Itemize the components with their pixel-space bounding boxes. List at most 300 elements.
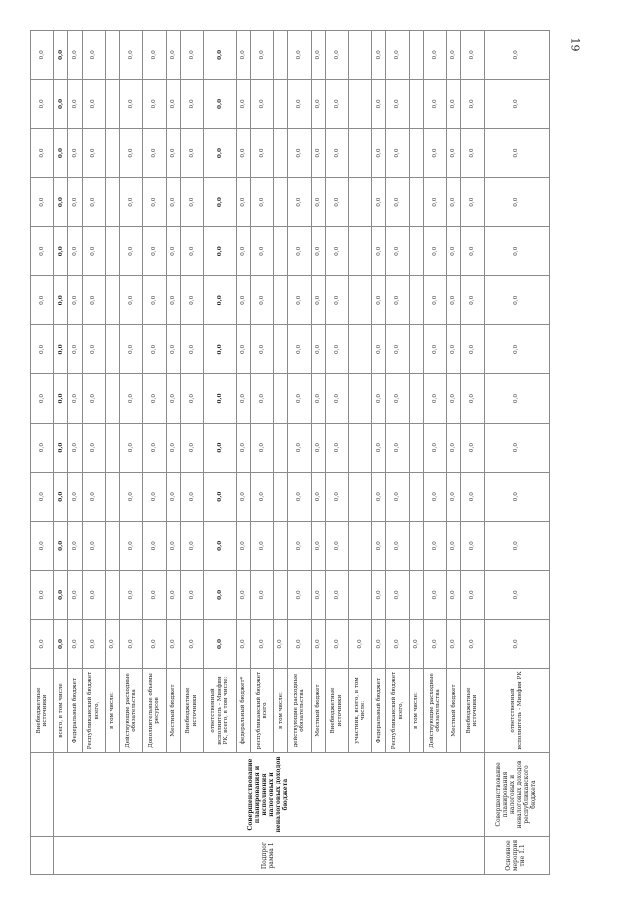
value-cell: 0,0 <box>461 79 484 128</box>
value-cell <box>105 178 119 227</box>
value-cell: 0,0 <box>484 325 549 374</box>
value-cell: 0,0 <box>180 374 203 423</box>
value-cell: 0,0 <box>423 570 446 619</box>
table-row <box>204 30 237 874</box>
value-cell: 0,0 <box>325 619 348 668</box>
value-cell: 0,0 <box>423 374 446 423</box>
value-cell: 0,0 <box>484 79 549 128</box>
value-cell: 0,0 <box>250 227 273 276</box>
value-cell: 0,0 <box>54 521 68 570</box>
value-cell <box>409 570 423 619</box>
value-cell: 0,0 <box>54 128 68 177</box>
value-cell: 0,0 <box>325 79 348 128</box>
table-row <box>82 30 105 874</box>
value-cell: 0,0 <box>325 423 348 472</box>
funding-source-label: ответственный исполнитель - Минфин РК, всего, в том числе: <box>204 669 237 753</box>
funding-source-label: Местный бюджет <box>447 669 461 753</box>
value-cell: 0,0 <box>288 619 311 668</box>
value-cell: 0,0 <box>423 227 446 276</box>
value-cell <box>105 570 119 619</box>
value-cell: 0,0 <box>484 227 549 276</box>
value-cell: 0,0 <box>311 472 325 521</box>
budget-table <box>30 30 550 875</box>
value-cell <box>349 423 372 472</box>
value-cell <box>274 472 288 521</box>
value-cell: 0,0 <box>68 30 82 79</box>
value-cell: 0,0 <box>143 423 166 472</box>
value-cell: 0,0 <box>120 79 143 128</box>
value-cell: 0,0 <box>386 619 409 668</box>
value-cell: 0,0 <box>166 374 180 423</box>
value-cell <box>349 570 372 619</box>
value-cell: 0,0 <box>288 521 311 570</box>
value-cell: 0,0 <box>143 619 166 668</box>
value-cell: 0,0 <box>288 79 311 128</box>
value-cell <box>409 30 423 79</box>
value-cell <box>349 374 372 423</box>
value-cell: 0,0 <box>484 570 549 619</box>
value-cell: 0,0 <box>105 619 119 668</box>
value-cell: 0,0 <box>31 325 54 374</box>
value-cell: 0,0 <box>325 227 348 276</box>
value-cell: 0,0 <box>54 276 68 325</box>
value-cell: 0,0 <box>311 423 325 472</box>
value-cell: 0,0 <box>120 423 143 472</box>
row-group-title: Совершенствование планирования налоговых и неналоговых доходов республиканского бюджета <box>484 753 549 837</box>
table-row <box>166 30 180 874</box>
value-cell: 0,0 <box>31 30 54 79</box>
value-cell: 0,0 <box>484 178 549 227</box>
value-cell <box>349 227 372 276</box>
value-cell: 0,0 <box>166 423 180 472</box>
value-cell: 0,0 <box>250 325 273 374</box>
value-cell: 0,0 <box>31 521 54 570</box>
value-cell: 0,0 <box>68 472 82 521</box>
value-cell <box>349 128 372 177</box>
value-cell: 0,0 <box>180 472 203 521</box>
value-cell: 0,0 <box>166 79 180 128</box>
value-cell: 0,0 <box>447 128 461 177</box>
funding-source-label: федеральный бюджет* <box>236 669 250 753</box>
value-cell <box>349 521 372 570</box>
value-cell: 0,0 <box>325 325 348 374</box>
value-cell: 0,0 <box>372 30 386 79</box>
value-cell <box>105 227 119 276</box>
value-cell: 0,0 <box>325 128 348 177</box>
value-cell: 0,0 <box>166 570 180 619</box>
table-row <box>120 30 143 874</box>
table-row <box>311 30 325 874</box>
funding-source-label: Республиканский бюджет всего, <box>386 669 409 753</box>
value-cell: 0,0 <box>484 374 549 423</box>
value-cell: 0,0 <box>31 227 54 276</box>
value-cell: 0,0 <box>423 178 446 227</box>
funding-source-label: Внебюджетные источники <box>461 669 484 753</box>
value-cell: 0,0 <box>288 472 311 521</box>
funding-source-label: Внебюджетные источники <box>325 669 348 753</box>
funding-source-label: Федеральный бюджет <box>372 669 386 753</box>
value-cell <box>409 227 423 276</box>
value-cell: 0,0 <box>236 423 250 472</box>
value-cell: 0,0 <box>204 276 237 325</box>
row-group-code: Подпрог рамма 1 <box>54 837 484 875</box>
value-cell: 0,0 <box>447 276 461 325</box>
value-cell: 0,0 <box>180 325 203 374</box>
value-cell: 0,0 <box>288 178 311 227</box>
value-cell: 0,0 <box>204 472 237 521</box>
value-cell: 0,0 <box>386 128 409 177</box>
value-cell: 0,0 <box>250 276 273 325</box>
value-cell: 0,0 <box>311 128 325 177</box>
value-cell: 0,0 <box>461 570 484 619</box>
value-cell: 0,0 <box>288 227 311 276</box>
budget-table-rotated <box>30 30 550 875</box>
table-row <box>143 30 166 874</box>
value-cell: 0,0 <box>68 423 82 472</box>
value-cell: 0,0 <box>143 472 166 521</box>
value-cell <box>349 30 372 79</box>
table-row <box>372 30 386 874</box>
value-cell <box>274 570 288 619</box>
value-cell: 0,0 <box>311 570 325 619</box>
value-cell: 0,0 <box>250 178 273 227</box>
value-cell: 0,0 <box>423 276 446 325</box>
value-cell: 0,0 <box>143 79 166 128</box>
value-cell: 0,0 <box>82 619 105 668</box>
value-cell: 0,0 <box>166 227 180 276</box>
value-cell: 0,0 <box>82 521 105 570</box>
value-cell <box>349 276 372 325</box>
value-cell: 0,0 <box>423 423 446 472</box>
value-cell: 0,0 <box>82 128 105 177</box>
value-cell <box>409 178 423 227</box>
value-cell: 0,0 <box>372 472 386 521</box>
value-cell: 0,0 <box>120 619 143 668</box>
value-cell: 0,0 <box>372 325 386 374</box>
value-cell: 0,0 <box>236 128 250 177</box>
row-group-title: Совершенствование планирования и исполнения налоговых и неналоговых доходов бюджета <box>54 753 484 837</box>
page-number: 19 <box>568 37 582 52</box>
value-cell: 0,0 <box>204 570 237 619</box>
value-cell: 0,0 <box>461 423 484 472</box>
table-row <box>180 30 203 874</box>
funding-source-label: участник, всего, в том числе: <box>349 669 372 753</box>
value-cell: 0,0 <box>82 570 105 619</box>
value-cell: 0,0 <box>325 570 348 619</box>
table-row <box>447 30 461 874</box>
value-cell: 0,0 <box>372 570 386 619</box>
value-cell: 0,0 <box>180 619 203 668</box>
value-cell: 0,0 <box>68 178 82 227</box>
value-cell <box>349 325 372 374</box>
value-cell: 0,0 <box>31 128 54 177</box>
value-cell: 0,0 <box>68 79 82 128</box>
value-cell: 0,0 <box>82 325 105 374</box>
value-cell: 0,0 <box>372 619 386 668</box>
value-cell: 0,0 <box>386 521 409 570</box>
value-cell: 0,0 <box>447 325 461 374</box>
value-cell: 0,0 <box>423 521 446 570</box>
value-cell: 0,0 <box>325 521 348 570</box>
value-cell: 0,0 <box>325 276 348 325</box>
value-cell: 0,0 <box>250 374 273 423</box>
table-row <box>386 30 409 874</box>
value-cell: 0,0 <box>311 30 325 79</box>
value-cell: 0,0 <box>143 128 166 177</box>
value-cell: 0,0 <box>447 178 461 227</box>
table-row <box>250 30 273 874</box>
value-cell <box>409 325 423 374</box>
value-cell: 0,0 <box>120 570 143 619</box>
value-cell: 0,0 <box>311 178 325 227</box>
value-cell: 0,0 <box>250 79 273 128</box>
value-cell: 0,0 <box>204 227 237 276</box>
value-cell: 0,0 <box>311 276 325 325</box>
value-cell: 0,0 <box>54 227 68 276</box>
value-cell <box>274 128 288 177</box>
value-cell: 0,0 <box>236 79 250 128</box>
value-cell: 0,0 <box>325 178 348 227</box>
value-cell: 0,0 <box>447 472 461 521</box>
value-cell: 0,0 <box>143 521 166 570</box>
value-cell: 0,0 <box>461 30 484 79</box>
value-cell: 0,0 <box>204 325 237 374</box>
row-group-code: Основное мероприя тие 1.1 <box>484 837 549 875</box>
table-row <box>288 30 311 874</box>
value-cell: 0,0 <box>204 30 237 79</box>
value-cell: 0,0 <box>461 374 484 423</box>
value-cell: 0,0 <box>311 227 325 276</box>
value-cell: 0,0 <box>288 423 311 472</box>
value-cell: 0,0 <box>204 423 237 472</box>
value-cell <box>274 30 288 79</box>
value-cell: 0,0 <box>447 423 461 472</box>
row-group-code <box>31 837 54 875</box>
value-cell <box>409 276 423 325</box>
value-cell: 0,0 <box>423 472 446 521</box>
funding-source-label: ответственный исполнитель - Минфин РК <box>484 669 549 753</box>
value-cell: 0,0 <box>386 227 409 276</box>
value-cell: 0,0 <box>31 276 54 325</box>
value-cell: 0,0 <box>325 30 348 79</box>
value-cell: 0,0 <box>120 374 143 423</box>
value-cell: 0,0 <box>180 30 203 79</box>
funding-source-label: Федеральный бюджет <box>68 669 82 753</box>
value-cell: 0,0 <box>204 374 237 423</box>
table-row <box>31 30 54 874</box>
value-cell: 0,0 <box>484 472 549 521</box>
value-cell: 0,0 <box>288 30 311 79</box>
value-cell: 0,0 <box>180 276 203 325</box>
value-cell <box>409 423 423 472</box>
value-cell <box>274 79 288 128</box>
value-cell <box>274 325 288 374</box>
value-cell: 0,0 <box>82 79 105 128</box>
value-cell: 0,0 <box>386 423 409 472</box>
value-cell: 0,0 <box>166 128 180 177</box>
value-cell: 0,0 <box>447 570 461 619</box>
value-cell: 0,0 <box>166 30 180 79</box>
value-cell: 0,0 <box>484 30 549 79</box>
value-cell: 0,0 <box>372 276 386 325</box>
value-cell: 0,0 <box>447 619 461 668</box>
value-cell: 0,0 <box>423 325 446 374</box>
value-cell: 0,0 <box>82 30 105 79</box>
table-row <box>68 30 82 874</box>
value-cell <box>274 178 288 227</box>
value-cell <box>349 178 372 227</box>
value-cell: 0,0 <box>423 619 446 668</box>
value-cell: 0,0 <box>120 521 143 570</box>
value-cell: 0,0 <box>180 570 203 619</box>
value-cell: 0,0 <box>31 619 54 668</box>
value-cell: 0,0 <box>372 178 386 227</box>
value-cell: 0,0 <box>372 227 386 276</box>
funding-source-label: в том числе: <box>409 669 423 753</box>
value-cell: 0,0 <box>31 423 54 472</box>
value-cell: 0,0 <box>250 128 273 177</box>
value-cell <box>409 472 423 521</box>
value-cell: 0,0 <box>386 79 409 128</box>
value-cell: 0,0 <box>325 374 348 423</box>
value-cell: 0,0 <box>236 30 250 79</box>
value-cell <box>105 423 119 472</box>
value-cell: 0,0 <box>68 570 82 619</box>
value-cell: 0,0 <box>166 521 180 570</box>
value-cell <box>409 521 423 570</box>
value-cell: 0,0 <box>461 178 484 227</box>
value-cell <box>274 374 288 423</box>
value-cell: 0,0 <box>386 374 409 423</box>
value-cell <box>105 79 119 128</box>
value-cell: 0,0 <box>166 325 180 374</box>
table-row <box>325 30 348 874</box>
value-cell: 0,0 <box>311 325 325 374</box>
value-cell: 0,0 <box>120 227 143 276</box>
value-cell: 0,0 <box>31 374 54 423</box>
value-cell: 0,0 <box>143 325 166 374</box>
value-cell <box>409 79 423 128</box>
value-cell: 0,0 <box>423 128 446 177</box>
value-cell <box>274 521 288 570</box>
value-cell <box>105 276 119 325</box>
value-cell: 0,0 <box>423 79 446 128</box>
value-cell: 0,0 <box>250 30 273 79</box>
table-row <box>409 30 423 874</box>
value-cell <box>105 128 119 177</box>
funding-source-label: Внебюджетные источники <box>31 669 54 753</box>
value-cell: 0,0 <box>447 30 461 79</box>
value-cell: 0,0 <box>386 472 409 521</box>
value-cell: 0,0 <box>166 619 180 668</box>
value-cell: 0,0 <box>180 79 203 128</box>
value-cell: 0,0 <box>120 472 143 521</box>
value-cell: 0,0 <box>461 128 484 177</box>
table-row <box>423 30 446 874</box>
value-cell: 0,0 <box>447 79 461 128</box>
value-cell: 0,0 <box>31 472 54 521</box>
value-cell: 0,0 <box>236 619 250 668</box>
value-cell: 0,0 <box>461 325 484 374</box>
funding-source-label: Действующие расходные обязательства <box>423 669 446 753</box>
value-cell: 0,0 <box>386 276 409 325</box>
value-cell: 0,0 <box>82 472 105 521</box>
value-cell: 0,0 <box>204 619 237 668</box>
value-cell: 0,0 <box>143 276 166 325</box>
funding-source-label: Дополнительные объемы ресурсов <box>143 669 166 753</box>
value-cell: 0,0 <box>204 128 237 177</box>
funding-source-label: Республиканский бюджет всего, <box>82 669 105 753</box>
funding-source-label: Местный бюджет <box>166 669 180 753</box>
value-cell: 0,0 <box>288 325 311 374</box>
value-cell: 0,0 <box>372 374 386 423</box>
value-cell: 0,0 <box>166 472 180 521</box>
value-cell <box>274 276 288 325</box>
table-row <box>274 30 288 874</box>
value-cell: 0,0 <box>54 374 68 423</box>
value-cell: 0,0 <box>143 570 166 619</box>
value-cell: 0,0 <box>325 472 348 521</box>
value-cell: 0,0 <box>82 374 105 423</box>
value-cell: 0,0 <box>68 325 82 374</box>
value-cell: 0,0 <box>288 374 311 423</box>
value-cell: 0,0 <box>349 619 372 668</box>
value-cell: 0,0 <box>250 619 273 668</box>
value-cell: 0,0 <box>236 178 250 227</box>
value-cell: 0,0 <box>386 570 409 619</box>
value-cell: 0,0 <box>274 619 288 668</box>
funding-source-label: в том числе: <box>274 669 288 753</box>
value-cell <box>349 472 372 521</box>
value-cell: 0,0 <box>82 178 105 227</box>
value-cell: 0,0 <box>54 570 68 619</box>
value-cell: 0,0 <box>180 227 203 276</box>
value-cell: 0,0 <box>236 521 250 570</box>
value-cell <box>274 423 288 472</box>
value-cell: 0,0 <box>409 619 423 668</box>
value-cell: 0,0 <box>204 521 237 570</box>
value-cell: 0,0 <box>180 423 203 472</box>
value-cell: 0,0 <box>68 276 82 325</box>
value-cell <box>105 472 119 521</box>
funding-source-label: Местный бюджет <box>311 669 325 753</box>
value-cell: 0,0 <box>311 79 325 128</box>
value-cell: 0,0 <box>120 276 143 325</box>
value-cell: 0,0 <box>54 79 68 128</box>
table-row <box>461 30 484 874</box>
value-cell: 0,0 <box>236 325 250 374</box>
value-cell: 0,0 <box>484 128 549 177</box>
value-cell: 0,0 <box>372 79 386 128</box>
value-cell: 0,0 <box>236 227 250 276</box>
value-cell: 0,0 <box>423 30 446 79</box>
value-cell: 0,0 <box>288 276 311 325</box>
funding-source-label: Действующие расходные обязательства <box>120 669 143 753</box>
value-cell: 0,0 <box>250 472 273 521</box>
value-cell: 0,0 <box>180 521 203 570</box>
value-cell <box>349 79 372 128</box>
value-cell: 0,0 <box>484 521 549 570</box>
value-cell: 0,0 <box>484 276 549 325</box>
value-cell: 0,0 <box>143 227 166 276</box>
value-cell: 0,0 <box>180 128 203 177</box>
value-cell: 0,0 <box>68 374 82 423</box>
value-cell: 0,0 <box>68 619 82 668</box>
value-cell: 0,0 <box>82 227 105 276</box>
value-cell: 0,0 <box>143 374 166 423</box>
value-cell: 0,0 <box>484 619 549 668</box>
value-cell: 0,0 <box>120 30 143 79</box>
